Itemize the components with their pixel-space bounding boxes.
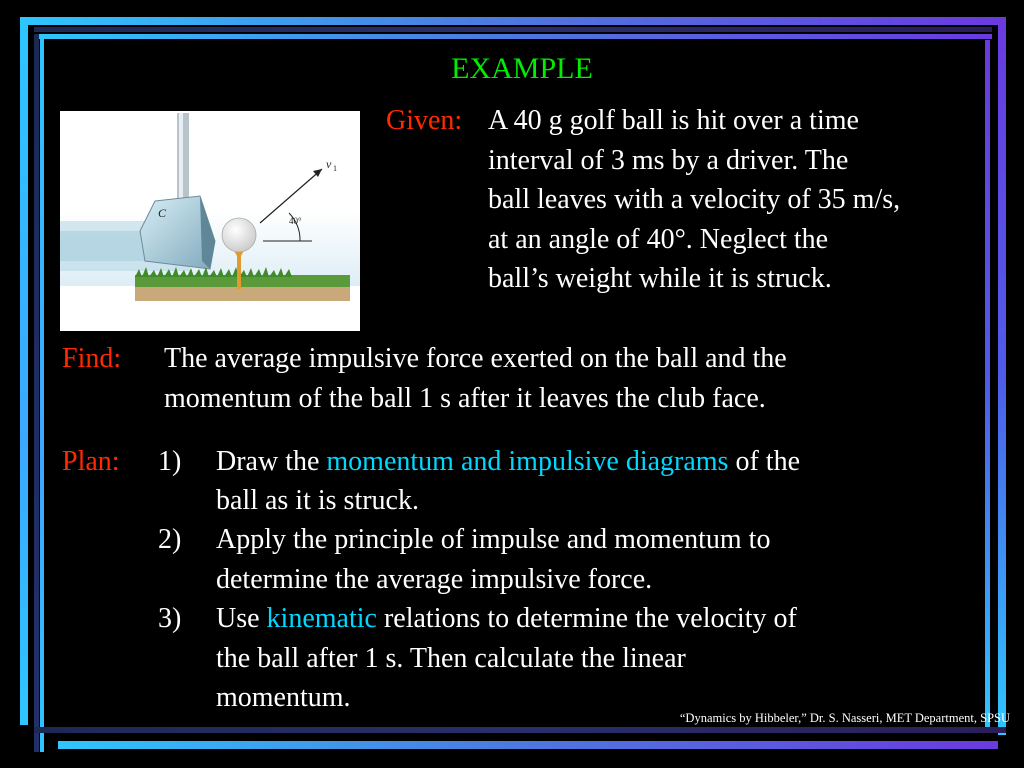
- plan-step-2-line-1: Apply the principle of impulse and momentum to: [216, 524, 771, 555]
- frame-bottom-bar-inner: [58, 741, 998, 749]
- slide-title: EXAMPLE: [451, 52, 593, 85]
- frame-top-bar-inner2: [34, 34, 992, 39]
- golf-figure: [60, 111, 360, 331]
- given-label: Given:: [386, 105, 463, 136]
- given-line: A 40 g golf ball is hit over a time: [488, 105, 859, 136]
- frame-right-bar-inner: [985, 40, 990, 730]
- club-label: C: [158, 206, 167, 220]
- find-line: momentum of the ball 1 s after it leaves the club face.: [164, 383, 766, 414]
- plan-step-number: 1): [158, 446, 182, 477]
- plan-step-number: 2): [158, 524, 182, 555]
- plan-label: Plan:: [62, 446, 120, 477]
- plan-step-1-line-2: ball as it is struck.: [216, 485, 419, 516]
- find-label: Find:: [62, 343, 122, 374]
- frame-top-bar: [20, 17, 1004, 25]
- frame-left-bar-inner2: [40, 34, 44, 752]
- given-line: at an angle of 40°. Neglect the: [488, 224, 829, 255]
- plan-step-3-pre: Use: [216, 603, 267, 634]
- plan-step-3-line-1: [216, 603, 797, 635]
- plan-step-number: 3): [158, 603, 182, 634]
- frame-right-bar: [998, 17, 1006, 735]
- frame-bottom-bar: [34, 727, 1006, 733]
- plan-step-2-line-2: determine the average impulsive force.: [216, 564, 653, 595]
- frame-top-bar-inner: [34, 27, 992, 32]
- velocity-label: v: [326, 157, 332, 171]
- frame-left-bar-inner: [34, 34, 39, 752]
- frame-left-bar: [20, 17, 28, 725]
- credit-footer: “Dynamics by Hibbeler,” Dr. S. Nasseri, MET Department, SPSU: [679, 711, 1010, 725]
- angle-label: 40°: [289, 216, 302, 226]
- golf-club-illustration: [60, 111, 360, 331]
- velocity-subscript: 1: [333, 164, 337, 173]
- find-line: The average impulsive force exerted on the ball and the: [164, 343, 787, 374]
- plan-step-1-pre: Draw the: [216, 446, 327, 477]
- plan-step-1-post: of the: [728, 446, 800, 477]
- given-line: ball’s weight while it is struck.: [488, 263, 832, 294]
- plan-step-3-highlight: kinematic: [266, 603, 377, 634]
- plan-step-3-line-3: momentum.: [216, 682, 351, 713]
- plan-step-1-line-1: [216, 446, 800, 478]
- plan-step-1-highlight: momentum and impulsive diagrams: [326, 446, 729, 477]
- given-line: ball leaves with a velocity of 35 m/s,: [488, 184, 901, 215]
- plan-step-3-post: relations to determine the velocity of: [376, 603, 797, 634]
- plan-step-3-line-2: the ball after 1 s. Then calculate the linear: [216, 643, 686, 674]
- given-line: interval of 3 ms by a driver. The: [488, 145, 849, 176]
